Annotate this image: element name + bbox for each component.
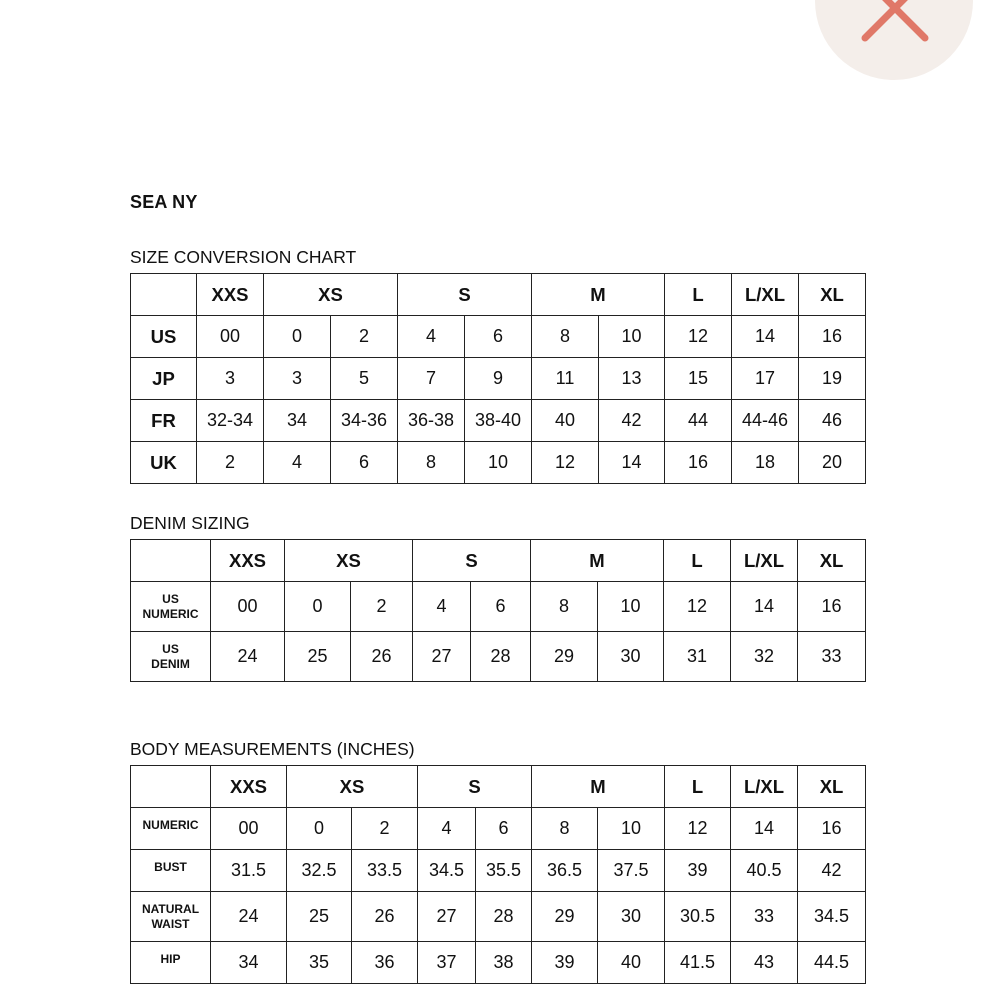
table-cell: 27 [418, 892, 476, 942]
table-cell: 4 [398, 316, 465, 358]
table-cell: 44-46 [732, 400, 799, 442]
table-row [131, 808, 866, 850]
table-cell: 37 [418, 942, 476, 984]
table-row [131, 892, 866, 942]
size-m: M [532, 766, 665, 808]
close-button[interactable] [815, 0, 973, 80]
table-row [131, 632, 866, 682]
table-cell: 10 [599, 316, 665, 358]
table-cell: 3 [264, 358, 331, 400]
size-lxl: L/XL [732, 274, 799, 316]
table-cell: 4 [418, 808, 476, 850]
table-cell: 16 [798, 808, 866, 850]
table-cell: 2 [197, 442, 264, 484]
table-cell: 12 [665, 808, 731, 850]
table-cell: 44.5 [798, 942, 866, 984]
size-l: L [664, 540, 731, 582]
table-cell: 18 [732, 442, 799, 484]
table-cell: 12 [664, 582, 731, 632]
table-cell: 8 [398, 442, 465, 484]
table-cell: 30 [598, 632, 664, 682]
table-cell: 10 [598, 582, 664, 632]
size-xl: XL [798, 540, 866, 582]
table-cell: 30.5 [665, 892, 731, 942]
table-cell: 28 [471, 632, 531, 682]
row-label-line: HIP [160, 952, 181, 966]
size-xxs: XXS [211, 540, 285, 582]
table-cell: 35.5 [476, 850, 532, 892]
table-cell: 28 [476, 892, 532, 942]
table-cell: 8 [532, 808, 598, 850]
close-icon [859, 0, 931, 44]
table-cell: 34.5 [418, 850, 476, 892]
table-cell: 2 [331, 316, 398, 358]
table-cell: 2 [352, 808, 418, 850]
row-label-line: BUST [154, 860, 187, 874]
table-cell: 12 [665, 316, 732, 358]
row-label-bust [131, 850, 211, 892]
size-xxs: XXS [211, 766, 287, 808]
table-cell: 00 [211, 582, 285, 632]
size-xs: XS [287, 766, 418, 808]
table-cell: 32.5 [287, 850, 352, 892]
table-cell: 0 [287, 808, 352, 850]
table-cell: 37.5 [598, 850, 665, 892]
table-cell: 6 [471, 582, 531, 632]
size-xxs: XXS [197, 274, 264, 316]
size-s: S [413, 540, 531, 582]
size-xs: XS [285, 540, 413, 582]
row-label-line: NUMERIC [142, 606, 199, 621]
row-label-line: WAIST [151, 916, 190, 931]
size-lxl: L/XL [731, 540, 798, 582]
table-cell: 00 [211, 808, 287, 850]
row-label-natural-waist [131, 892, 211, 942]
table-cell: 9 [465, 358, 532, 400]
table-cell: 40 [598, 942, 665, 984]
table-cell: 8 [531, 582, 598, 632]
table-cell: 39 [532, 942, 598, 984]
corner-cell [131, 540, 211, 582]
brand-title: SEA NY [130, 192, 198, 212]
table-cell: 24 [211, 632, 285, 682]
table-cell: 0 [264, 316, 331, 358]
table-cell: 0 [285, 582, 351, 632]
table-cell: 42 [599, 400, 665, 442]
table-cell: 36 [352, 942, 418, 984]
table-row [131, 582, 866, 632]
table-cell: 33 [798, 632, 866, 682]
table-cell: 32 [731, 632, 798, 682]
table-cell: 16 [799, 316, 866, 358]
table-cell: 16 [798, 582, 866, 632]
table-cell: 13 [599, 358, 665, 400]
corner-cell [131, 274, 197, 316]
table-row [131, 358, 866, 400]
denim-sizing-table [130, 539, 866, 682]
size-xl: XL [799, 274, 866, 316]
table-cell: 29 [531, 632, 598, 682]
table-row [131, 316, 866, 358]
table-row [131, 400, 866, 442]
table-cell: 36-38 [398, 400, 465, 442]
body-measurements-title: BODY MEASUREMENTS (INCHES) [130, 739, 415, 759]
size-m: M [532, 274, 665, 316]
table-cell: 6 [465, 316, 532, 358]
table-cell: 14 [599, 442, 665, 484]
table-cell: 2 [351, 582, 413, 632]
table-cell: 7 [398, 358, 465, 400]
table-cell: 26 [351, 632, 413, 682]
table-cell: 4 [264, 442, 331, 484]
table-cell: 30 [598, 892, 665, 942]
table-row [131, 942, 866, 984]
table-cell: 33.5 [352, 850, 418, 892]
table-cell: 39 [665, 850, 731, 892]
size-xl: XL [798, 766, 866, 808]
row-label-uk: UK [131, 442, 197, 484]
table-cell: 14 [731, 582, 798, 632]
table-cell: 40 [532, 400, 599, 442]
table-cell: 6 [331, 442, 398, 484]
row-label-line: DENIM [151, 656, 190, 671]
size-conversion-title: SIZE CONVERSION CHART [130, 247, 357, 267]
size-l: L [665, 274, 732, 316]
table-row [131, 442, 866, 484]
size-s: S [398, 274, 532, 316]
table-cell: 17 [732, 358, 799, 400]
table-cell: 14 [732, 316, 799, 358]
row-label-line: NUMERIC [142, 818, 199, 832]
row-label-fr: FR [131, 400, 197, 442]
table-cell: 25 [287, 892, 352, 942]
table-cell: 41.5 [665, 942, 731, 984]
table-cell: 42 [798, 850, 866, 892]
row-label-us: US [131, 316, 197, 358]
table-cell: 8 [532, 316, 599, 358]
table-cell: 14 [731, 808, 798, 850]
table-cell: 19 [799, 358, 866, 400]
table-cell: 46 [799, 400, 866, 442]
table-cell: 34 [264, 400, 331, 442]
size-conversion-table [130, 273, 866, 484]
table-cell: 38-40 [465, 400, 532, 442]
table-cell: 29 [532, 892, 598, 942]
table-cell: 38 [476, 942, 532, 984]
table-cell: 26 [352, 892, 418, 942]
table-cell: 20 [799, 442, 866, 484]
table-cell: 31 [664, 632, 731, 682]
row-label-us-denim [131, 632, 211, 682]
table-cell: 34-36 [331, 400, 398, 442]
size-s: S [418, 766, 532, 808]
table-cell: 6 [476, 808, 532, 850]
row-label-jp: JP [131, 358, 197, 400]
table-cell: 44 [665, 400, 732, 442]
table-cell: 31.5 [211, 850, 287, 892]
table-cell: 27 [413, 632, 471, 682]
body-measurements-table [130, 765, 866, 984]
row-label-us-numeric [131, 582, 211, 632]
table-cell: 33 [731, 892, 798, 942]
table-cell: 16 [665, 442, 732, 484]
table-cell: 10 [598, 808, 665, 850]
table-cell: 00 [197, 316, 264, 358]
size-l: L [665, 766, 731, 808]
size-lxl: L/XL [731, 766, 798, 808]
header-row [131, 766, 866, 808]
table-cell: 36.5 [532, 850, 598, 892]
table-cell: 25 [285, 632, 351, 682]
table-row [131, 850, 866, 892]
table-cell: 34 [211, 942, 287, 984]
row-label-numeric [131, 808, 211, 850]
size-xs: XS [264, 274, 398, 316]
header-row [131, 274, 866, 316]
table-cell: 40.5 [731, 850, 798, 892]
table-cell: 15 [665, 358, 732, 400]
table-cell: 12 [532, 442, 599, 484]
denim-sizing-title: DENIM SIZING [130, 513, 250, 533]
table-cell: 34.5 [798, 892, 866, 942]
table-cell: 43 [731, 942, 798, 984]
table-cell: 5 [331, 358, 398, 400]
table-cell: 24 [211, 892, 287, 942]
table-cell: 10 [465, 442, 532, 484]
row-label-line: US [162, 591, 179, 606]
table-cell: 3 [197, 358, 264, 400]
table-cell: 11 [532, 358, 599, 400]
table-cell: 35 [287, 942, 352, 984]
header-row [131, 540, 866, 582]
row-label-hip [131, 942, 211, 984]
table-cell: 4 [413, 582, 471, 632]
row-label-line: NATURAL [141, 901, 200, 916]
corner-cell [131, 766, 211, 808]
table-cell: 32-34 [197, 400, 264, 442]
size-m: M [531, 540, 664, 582]
row-label-line: US [162, 641, 179, 656]
